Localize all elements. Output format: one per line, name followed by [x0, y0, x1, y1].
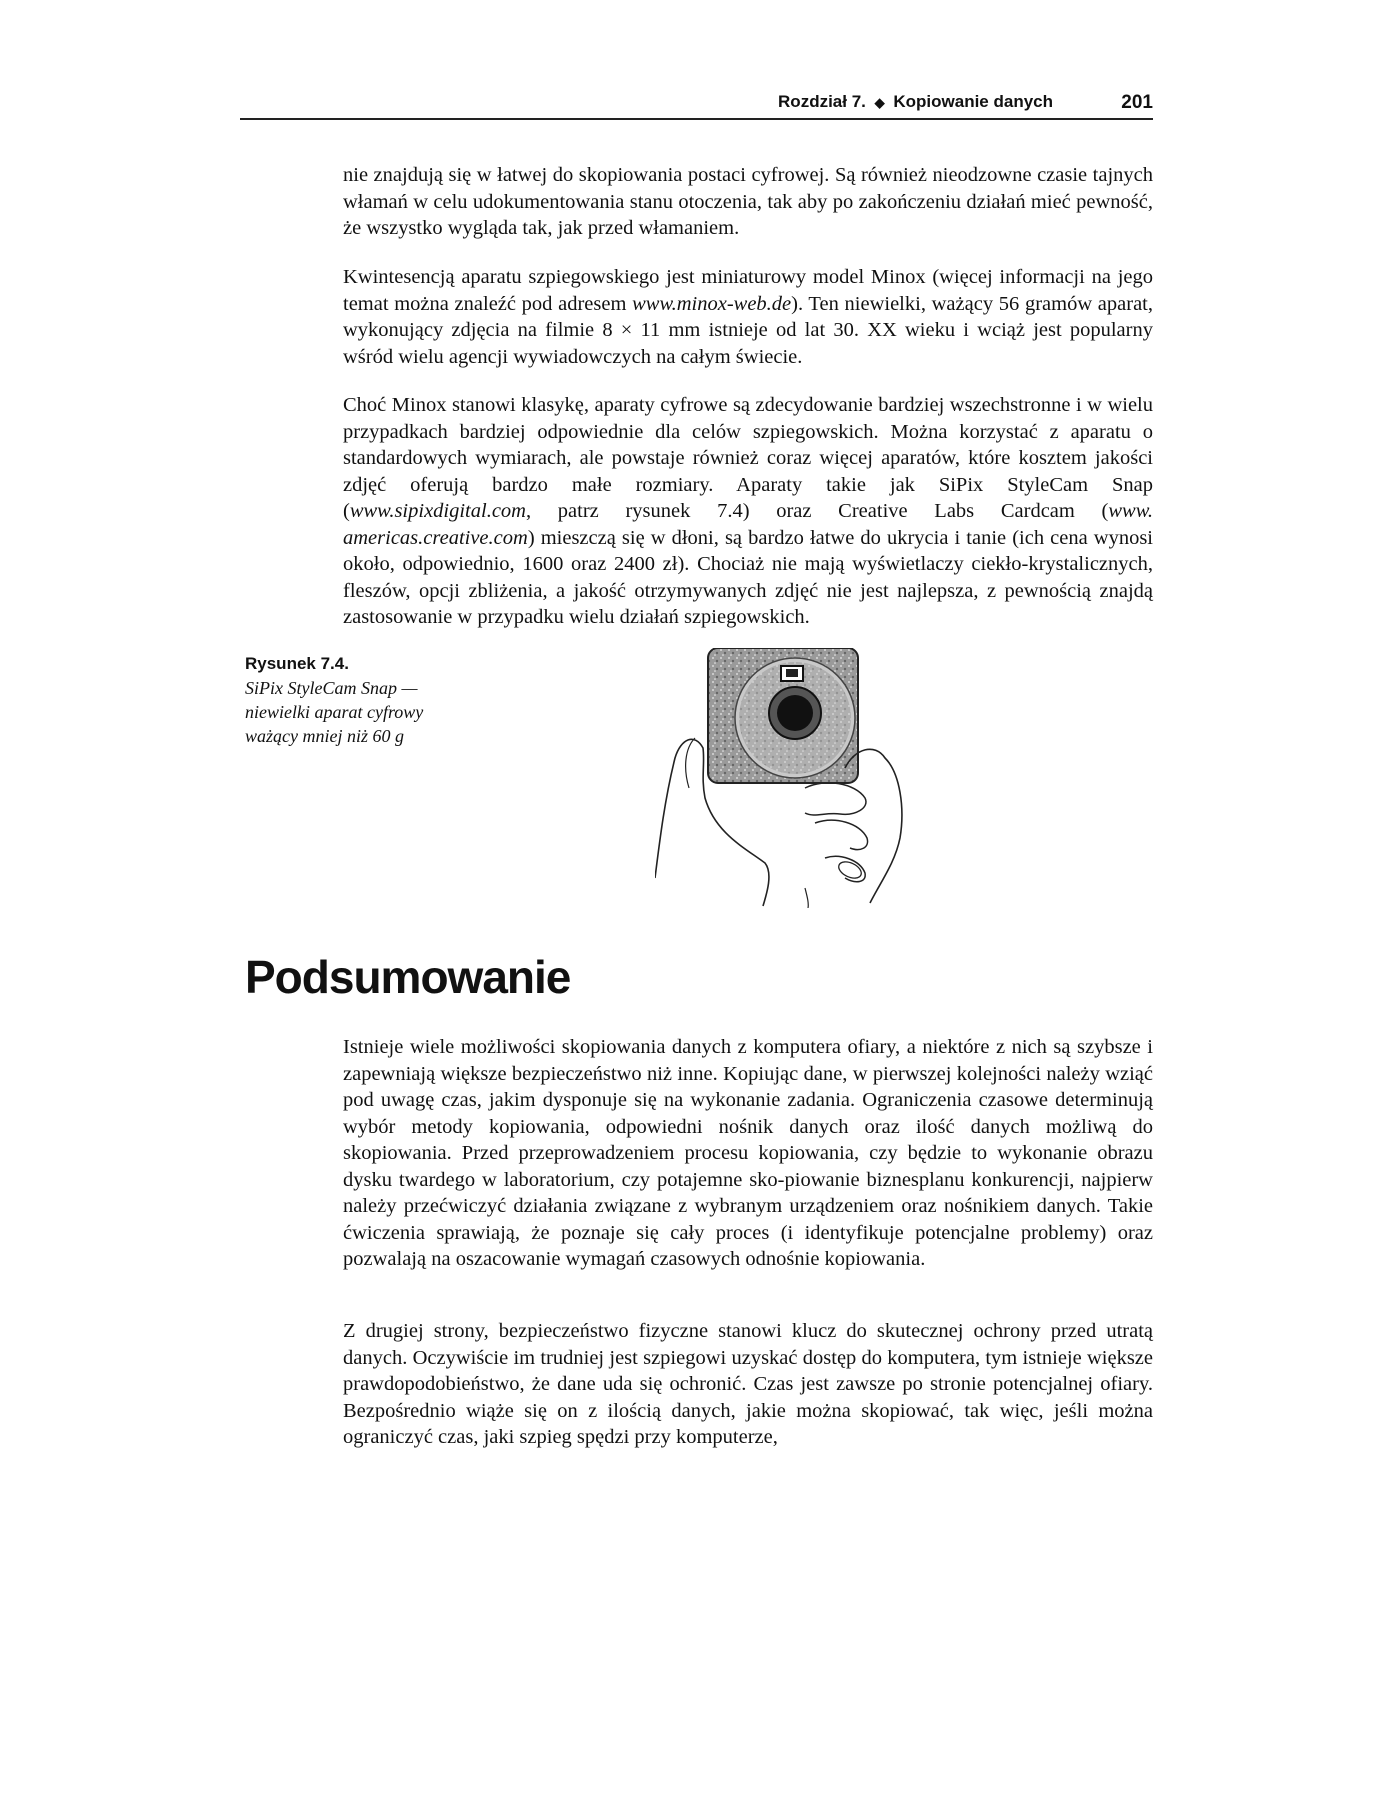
paragraph-3	[343, 392, 1153, 631]
text-run: Choć Minox stanowi klasykę, aparaty cyfrowe są zdecydowanie bardziej wszechstronne i w wielu przypadkach bardziej odpowiednie dla celów szpiegowskich. Można korzystać z aparatu o standardowych wymiarach, ale powstaje również coraz więcej aparatów, które kosztem jakości zdjęć oferują bardzo małe rozmiary. Aparaty takie jak SiPix StyleCam Snap (	[343, 394, 1153, 522]
sipix-link: www.sipixdigital.com	[349, 500, 526, 522]
page-number: 201	[1121, 92, 1153, 113]
creative-link: www. americas.creative.com	[343, 500, 1153, 549]
camera-in-hand-illustration	[655, 648, 935, 908]
paragraph-text: nie znajdują się w łatwej do skopiowania postaci cyfrowej. Są również nieodzowne czasie tajnych włamań w celu udokumentowania stanu otoczenia, tak aby po zakończeniu działań mieć pewność, że wszystko wygląda tak, jak przed włamaniem.	[343, 164, 1153, 239]
paragraph-text: Z drugiej strony, bezpieczeństwo fizyczne stanowi klucz do skutecznej ochrony przed utratą danych. Oczywiście im trudniej jest szpiegowi uzyskać dostęp do komputera, tym istnieje większe prawdopodobieństwo, że dane uda się ochronić. Czas jest zawsze po stronie potencjalnej ofiary. Bezpośrednio wiąże się on z ilością danych, jakie można skopiować, tak więc, jeśli można ograniczyć czas, jaki szpieg spędzi przy komputerze,	[343, 1320, 1153, 1448]
paragraph-text: Istnieje wiele możliwości skopiowania danych z komputera ofiary, a niektóre z nich są szybsze i zapewniają większe bezpieczeństwo niż inne. Kopiując dane, w pierwszej kolejności należy wziąć pod uwagę czas, jakim dysponuje się na wykonanie zadania. Ograniczenia czasowe determinują wybór metody kopiowania, odpowiedni nośnik danych oraz ilość danych możliwą do skopiowania. Przed przeprowadzeniem procesu kopiowania, czy będzie to wykonanie obrazu dysku twardego w laboratorium, czy potajemne sko-piowanie biznesplanu konkurencji, najpierw należy przećwiczyć działania związane z wybranym urządzeniem oraz nośnikiem danych. Takie ćwiczenia sprawiają, że poznaje się cały proces (i identyfikuje potencjalne problemy) oraz pozwalają na oszacowanie wymagań czasowych odnośnie kopiowania.	[343, 1036, 1153, 1270]
figure-caption-text: SiPix StyleCam Snap — niewielki aparat cyfrowy ważący mniej niż 60 g	[245, 678, 424, 746]
figure-number: Rysunek 7.4.	[245, 654, 349, 673]
text-run: ) mieszczą się w dłoni, są bardzo łatwe do ukrycia i tanie (ich cena wynosi około, odpowiednio, 1600 oraz 2400 zł). Chociaż nie mają wyświetlaczy ciekło-krystalicznych, fleszów, opcji zbliżenia, a jakość otrzymywanych zdjęć nie jest najlepsza, z pewnością znajdą zastosowanie w przypadku wielu działań szpiegowskich.	[343, 526, 1153, 628]
figure-caption	[245, 652, 445, 748]
running-header	[240, 88, 1153, 120]
chapter-title	[778, 92, 1053, 112]
chapter-number: Rozdział 7.	[778, 92, 866, 111]
paragraph-4	[343, 1034, 1153, 1273]
paragraph-5	[343, 1318, 1153, 1451]
text-run: ). Ten niewielki, ważący 56 gramów aparat, wykonujący zdjęcia na filmie 8 × 11 mm istnieje od lat 30. XX wieku i wciąż jest popularny wśród wielu agencji wywiadowczych na całym świecie.	[343, 292, 1153, 368]
paragraph-text	[343, 392, 1153, 631]
camera-icon	[655, 648, 935, 908]
section-heading: Podsumowanie	[245, 951, 571, 1003]
chapter-name: Kopiowanie danych	[893, 92, 1053, 111]
diamond-icon: ◆	[874, 95, 885, 110]
text-run: , patrz rysunek 7.4) oraz Creative Labs Cardcam (	[525, 500, 1109, 522]
text-run: Kwintesencją aparatu szpiegowskiego jest miniaturowy model Minox (więcej informacji na jego temat można znaleźć pod adresem	[343, 266, 1153, 315]
paragraph-1	[343, 162, 1153, 242]
paragraph-text	[343, 264, 1153, 370]
minox-link: www.minox-web.de	[632, 292, 792, 315]
paragraph-2	[343, 264, 1153, 370]
